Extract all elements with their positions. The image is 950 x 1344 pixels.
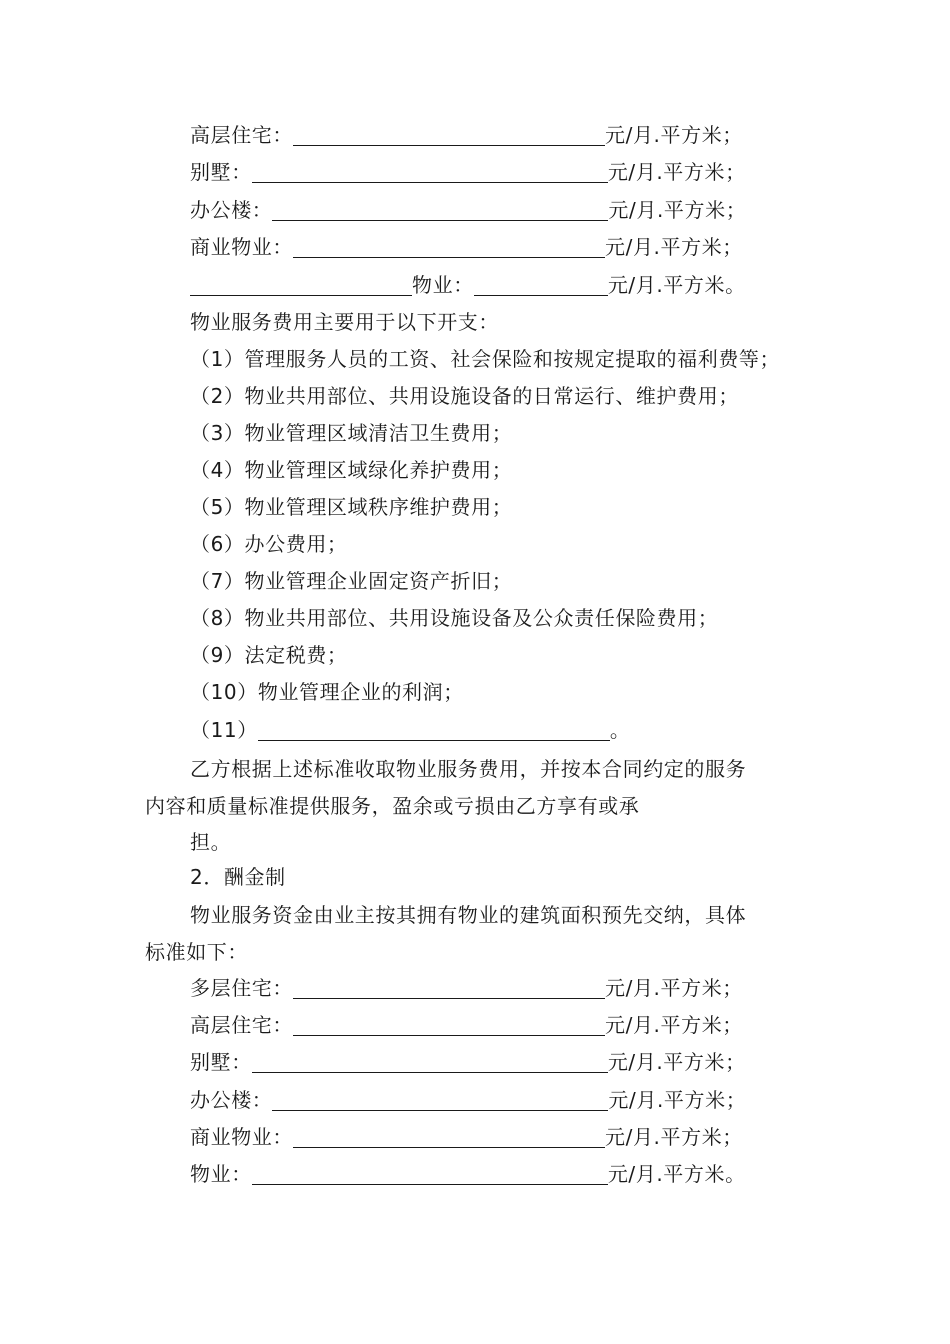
rate-line-villa bbox=[190, 1047, 746, 1077]
fill-blank bbox=[252, 1162, 608, 1185]
rate-line-commercial bbox=[190, 1122, 743, 1152]
rate-label: 物业： bbox=[412, 273, 474, 297]
fill-blank bbox=[293, 123, 605, 146]
paragraph-line: 内容和质量标准提供服务，盈余或亏损由乙方享有或承 bbox=[145, 794, 640, 818]
expense-item: （3）物业管理区域清洁卫生费用； bbox=[190, 421, 513, 445]
expense-item: （6）办公费用； bbox=[190, 532, 348, 556]
paragraph-line: 担。 bbox=[190, 830, 232, 854]
rate-unit: 元/月.平方米。 bbox=[607, 273, 746, 297]
expense-item: （5）物业管理区域秩序维护费用； bbox=[190, 495, 513, 519]
rate-line-high-rise bbox=[190, 1010, 743, 1040]
fill-blank bbox=[258, 718, 610, 741]
rate-label: 别墅： bbox=[190, 160, 252, 184]
rate-line-villa bbox=[190, 157, 746, 187]
expense-item: （4）物业管理区域绿化养护费用； bbox=[190, 458, 513, 482]
expense-item: （7）物业管理企业固定资产折旧； bbox=[190, 569, 513, 593]
expense-item: （2）物业共用部位、共用设施设备的日常运行、维护费用； bbox=[190, 384, 739, 408]
fill-blank bbox=[272, 1088, 608, 1111]
rate-label: 别墅： bbox=[190, 1050, 252, 1074]
rate-unit: 元/月.平方米。 bbox=[607, 1162, 746, 1186]
expense-item-end: 。 bbox=[609, 718, 631, 742]
rate-unit: 元/月.平方米； bbox=[605, 1013, 743, 1037]
expense-item: （1）管理服务人员的工资、社会保险和按规定提取的福利费等； bbox=[190, 347, 781, 371]
rate-label: 办公楼： bbox=[190, 1088, 273, 1112]
rate-label: 商业物业： bbox=[190, 1125, 293, 1149]
fill-blank bbox=[293, 976, 605, 999]
section-heading: 2．酬金制 bbox=[190, 865, 286, 889]
rate-unit: 元/月.平方米； bbox=[605, 235, 743, 259]
rate-unit: 元/月.平方米； bbox=[608, 1088, 747, 1112]
fill-blank bbox=[293, 1013, 605, 1036]
rate-label: 办公楼： bbox=[190, 198, 273, 222]
fill-blank bbox=[272, 198, 608, 221]
rate-label: 物业： bbox=[190, 1162, 252, 1186]
paragraph-line: 标准如下： bbox=[145, 940, 248, 964]
rate-line-other bbox=[190, 270, 746, 300]
expenses-intro: 物业服务费用主要用于以下开支： bbox=[190, 310, 499, 334]
rate-label: 高层住宅： bbox=[190, 123, 293, 147]
rate-line-other bbox=[190, 1159, 746, 1189]
rate-unit: 元/月.平方米； bbox=[605, 976, 743, 1000]
fill-blank bbox=[293, 1125, 605, 1148]
paragraph-line: 乙方根据上述标准收取物业服务费用，并按本合同约定的服务 bbox=[190, 757, 747, 781]
rate-line-office bbox=[190, 195, 746, 225]
fill-blank bbox=[252, 160, 608, 183]
expense-item: （8）物业共用部位、共用设施设备及公众责任保险费用； bbox=[190, 606, 719, 630]
fill-blank bbox=[252, 1050, 608, 1073]
expense-item-number: （11） bbox=[190, 718, 258, 742]
fill-blank bbox=[474, 273, 608, 296]
rate-unit: 元/月.平方米； bbox=[607, 1050, 746, 1074]
rate-line-office bbox=[190, 1085, 746, 1115]
rate-unit: 元/月.平方米； bbox=[608, 198, 747, 222]
expense-item-11 bbox=[190, 715, 630, 745]
rate-line-commercial bbox=[190, 232, 743, 262]
rate-unit: 元/月.平方米； bbox=[607, 160, 746, 184]
rate-label: 多层住宅： bbox=[190, 976, 293, 1000]
fill-blank bbox=[293, 235, 605, 258]
fill-blank bbox=[190, 273, 412, 296]
paragraph-line: 物业服务资金由业主按其拥有物业的建筑面积预先交纳，具体 bbox=[190, 903, 747, 927]
expense-item: （10）物业管理企业的利润； bbox=[190, 680, 464, 704]
rate-unit: 元/月.平方米； bbox=[605, 123, 743, 147]
rate-label: 商业物业： bbox=[190, 235, 293, 259]
rate-unit: 元/月.平方米； bbox=[605, 1125, 743, 1149]
expense-item: （9）法定税费； bbox=[190, 643, 348, 667]
rate-label: 高层住宅： bbox=[190, 1013, 293, 1037]
rate-line-high-rise bbox=[190, 120, 743, 150]
rate-line-multi-storey bbox=[190, 973, 743, 1003]
